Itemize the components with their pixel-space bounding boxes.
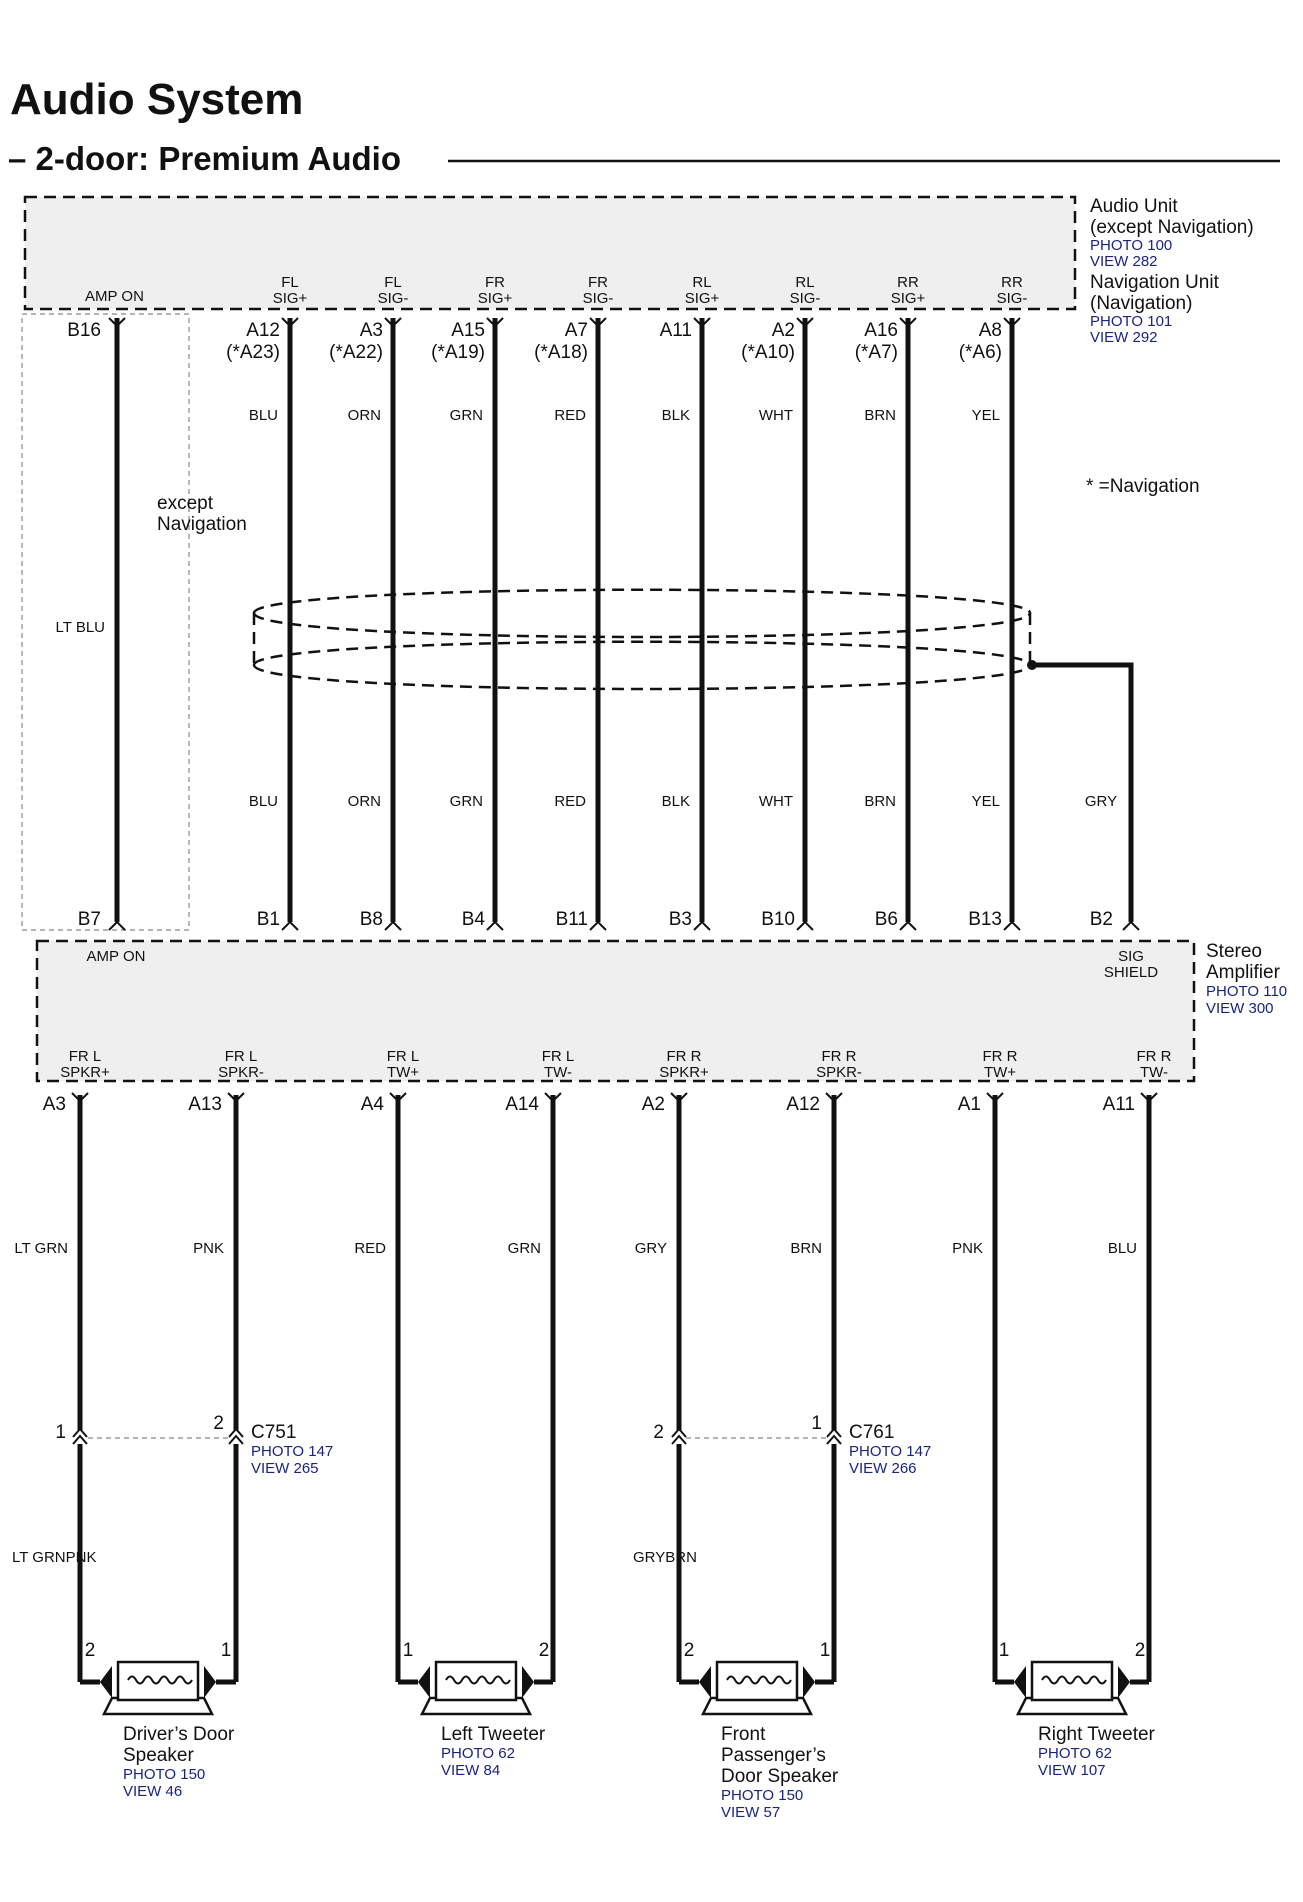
amplifier-output-pin: A13	[188, 1094, 222, 1115]
speaker-pin-left: 2	[84, 1640, 96, 1661]
speaker-name-line: Door Speaker	[721, 1766, 839, 1787]
page-subtitle: – 2-door: Premium Audio	[8, 140, 401, 177]
amp-shield-label: SHIELD	[1103, 964, 1159, 981]
speaker-name-line: Front	[721, 1724, 766, 1745]
navigation-unit-pin: (*A6)	[958, 342, 1002, 363]
navigation-unit-photo: PHOTO 101	[1090, 313, 1173, 330]
connector-male-terminal	[73, 1436, 87, 1444]
c761-lower-wire-colors: GRYBRN	[633, 1549, 697, 1566]
amplifier-name: Stereo	[1206, 941, 1262, 962]
output-wire-color: BLU	[1107, 1240, 1137, 1257]
audio-unit-pin: A11	[659, 320, 692, 341]
signal-bottom-terminal	[797, 922, 813, 930]
c751-photo: PHOTO 147	[251, 1443, 334, 1460]
output-wire-7	[952, 1048, 1018, 1682]
speaker-left-lug	[418, 1666, 430, 1698]
speaker-left-lug	[699, 1666, 711, 1698]
output-wire-6	[786, 1048, 862, 1682]
audio-unit-terminal-sublabel: SIG-	[789, 290, 821, 307]
amplifier-input-pin: B10	[761, 909, 795, 930]
amplifier-output-label: FR L	[68, 1048, 102, 1065]
speaker-photo-ref: PHOTO 62	[441, 1745, 515, 1762]
c751-view: VIEW 265	[251, 1460, 319, 1477]
signal-wire-4	[534, 274, 613, 981]
amplifier-input-pin: B4	[461, 909, 485, 930]
amp-on-wire-color: LT BLU	[55, 619, 105, 636]
output-wire-color: PNK	[952, 1240, 983, 1257]
audio-unit-name: Audio Unit	[1090, 196, 1178, 217]
amplifier-output-label: FR L	[224, 1048, 258, 1065]
speaker-pin-left: 1	[402, 1640, 414, 1661]
speaker-left-lug	[100, 1666, 112, 1698]
amplifier-output-pin: A11	[1102, 1094, 1135, 1115]
amp-amp-on-label: AMP ON	[86, 948, 146, 965]
amplifier-output-sublabel: TW+	[983, 1064, 1017, 1081]
connector-c751	[12, 1413, 333, 1566]
twisted-pair-shield	[254, 590, 1139, 930]
output-wire-4	[505, 1048, 574, 1682]
amplifier-output-label: FR L	[386, 1048, 420, 1065]
amplifier-output-pin: A4	[360, 1094, 384, 1115]
navigation-unit-pin: (*A23)	[226, 342, 280, 363]
output-wire-color: BRN	[790, 1240, 822, 1257]
shield-top-back	[254, 613, 1030, 637]
speaker-body	[717, 1662, 797, 1700]
audio-unit-qualifier: (except Navigation)	[1090, 217, 1254, 238]
amplifier-view: VIEW 300	[1206, 1000, 1274, 1017]
c761-name: C761	[849, 1422, 895, 1443]
amplifier-output-label: FR R	[666, 1048, 702, 1065]
except-navigation-region	[22, 314, 189, 930]
amplifier-output-pin: A12	[786, 1094, 820, 1115]
signal-bottom-terminal	[385, 922, 401, 930]
navigation-note: * =Navigation	[1086, 476, 1200, 497]
speaker-2	[398, 1640, 553, 1779]
audio-unit-terminal-label: FL	[281, 274, 299, 291]
speaker-pin-left: 2	[683, 1640, 695, 1661]
navigation-unit-pin: (*A10)	[741, 342, 795, 363]
speaker-left-lug	[1014, 1666, 1026, 1698]
output-wire-1	[14, 1048, 110, 1682]
c751-pin-right: 2	[213, 1413, 224, 1434]
c761-pin-right: 1	[811, 1413, 822, 1434]
signal-bottom-terminal	[694, 922, 710, 930]
signal-bottom-terminal	[1004, 922, 1020, 930]
audio-unit-terminal-sublabel: SIG-	[996, 290, 1028, 307]
speaker-view-ref: VIEW 84	[441, 1762, 501, 1779]
audio-unit-terminal-label: FL	[384, 274, 402, 291]
audio-unit-photo: PHOTO 100	[1090, 237, 1173, 254]
signal-wire-5	[660, 274, 720, 981]
output-wire-2	[188, 1048, 264, 1682]
output-wire-8	[1103, 1048, 1172, 1682]
navigation-unit-view: VIEW 292	[1090, 329, 1158, 346]
audio-unit-pin: A15	[451, 320, 485, 341]
audio-unit-pin: A3	[359, 320, 383, 341]
audio-unit-pin: A12	[246, 320, 280, 341]
speaker-3	[679, 1640, 839, 1821]
audio-unit-terminal-sublabel: SIG+	[272, 290, 308, 307]
speaker-output-wires	[14, 1048, 1171, 1682]
amp-on-circuit	[22, 314, 247, 930]
audio-unit-pin: A16	[864, 320, 898, 341]
signal-wire-6	[741, 274, 820, 981]
c761-photo: PHOTO 147	[849, 1443, 932, 1460]
speaker-view-ref: VIEW 57	[721, 1804, 781, 1821]
speaker-right-lug	[522, 1666, 534, 1698]
speaker-pin-right: 2	[1134, 1640, 1146, 1661]
signal-bottom-terminal	[282, 922, 298, 930]
navigation-unit-pin: (*A19)	[431, 342, 485, 363]
audio-unit-amp-on-label: AMP ON	[85, 288, 144, 305]
audio-unit-pin: A2	[771, 320, 795, 341]
amplifier-output-pin: A3	[42, 1094, 66, 1115]
output-wire-color: LT GRN	[14, 1240, 68, 1257]
signal-bottom-terminal	[590, 922, 606, 930]
audio-unit-terminal-label: RL	[795, 274, 815, 291]
wire-color-lower: BLK	[661, 793, 690, 810]
shield-wire-color: GRY	[1084, 793, 1118, 810]
signal-wires	[226, 274, 1027, 981]
amplifier-output-pin: A1	[957, 1094, 981, 1115]
wire-color-lower: YEL	[971, 793, 1000, 810]
connector-male-terminal	[672, 1436, 686, 1444]
audio-unit-terminal-sublabel: SIG-	[377, 290, 409, 307]
amp-on-bottom-pin: B7	[77, 909, 101, 930]
shield-bottom-front	[254, 642, 1030, 665]
shield-top-front	[254, 590, 1030, 613]
navigation-unit-qualifier: (Navigation)	[1090, 293, 1193, 314]
speaker-view-ref: VIEW 46	[123, 1783, 183, 1800]
speaker-name-line: Passenger’s	[721, 1745, 826, 1766]
audio-unit-terminal-sublabel: SIG-	[582, 290, 614, 307]
speaker-pin-left: 1	[998, 1640, 1010, 1661]
amplifier-output-sublabel: TW-	[543, 1064, 573, 1081]
shield-drain-terminal	[1123, 922, 1139, 930]
speaker-body	[436, 1662, 516, 1700]
audio-unit-terminal-label: FR	[588, 274, 608, 291]
audio-unit-pin: A8	[978, 320, 1002, 341]
signal-wire-7	[855, 274, 926, 981]
output-wire-color: RED	[354, 1240, 386, 1257]
output-wire-color: GRY	[634, 1240, 667, 1257]
signal-wire-2	[329, 274, 408, 981]
shield-bottom-back	[254, 665, 1030, 689]
audio-unit	[25, 196, 1254, 346]
audio-unit-terminal-sublabel: SIG+	[684, 290, 720, 307]
wire-color-upper: RED	[554, 407, 586, 424]
output-wire-color: GRN	[507, 1240, 541, 1257]
speaker-right-lug	[1118, 1666, 1130, 1698]
c751-lower-wire-colors: LT GRNPNK	[12, 1549, 97, 1566]
amplifier-output-label: FR R	[982, 1048, 1018, 1065]
navigation-unit-name: Navigation Unit	[1090, 272, 1219, 293]
speaker-pin-right: 1	[220, 1640, 232, 1661]
wire-color-upper: BLU	[248, 407, 278, 424]
speaker-name-line: Left Tweeter	[441, 1724, 546, 1745]
amplifier-input-pin: B1	[256, 909, 280, 930]
amplifier-type: Amplifier	[1206, 962, 1280, 983]
c761-pin-left: 2	[653, 1422, 664, 1443]
amplifier-output-sublabel: SPKR+	[60, 1064, 110, 1081]
amplifier-input-pin: B6	[874, 909, 898, 930]
signal-bottom-terminal	[487, 922, 503, 930]
audio-unit-pin: A7	[564, 320, 588, 341]
wire-color-upper: BRN	[864, 407, 896, 424]
connector-male-terminal	[827, 1436, 841, 1444]
signal-bottom-terminal	[900, 922, 916, 930]
amp-on-top-pin: B16	[67, 320, 101, 341]
amplifier-output-sublabel: TW-	[1139, 1064, 1169, 1081]
speaker-pin-right: 1	[819, 1640, 831, 1661]
speaker-name-line: Driver’s Door	[123, 1724, 235, 1745]
amplifier-output-sublabel: SPKR-	[816, 1064, 862, 1081]
c761-view: VIEW 266	[849, 1460, 917, 1477]
audio-unit-terminal-label: RL	[692, 274, 712, 291]
output-wire-5	[635, 1048, 709, 1682]
amp-sig-label: SIG	[1118, 948, 1144, 965]
speaker-body	[118, 1662, 198, 1700]
wire-color-lower: WHT	[758, 793, 793, 810]
speaker-photo-ref: PHOTO 62	[1038, 1745, 1112, 1762]
wire-color-lower: BLU	[248, 793, 278, 810]
amplifier-output-sublabel: SPKR+	[659, 1064, 709, 1081]
amplifier-input-pin: B13	[968, 909, 1002, 930]
wire-color-lower: RED	[554, 793, 586, 810]
amplifier-output-sublabel: TW+	[386, 1064, 420, 1081]
audio-unit-terminal-label: FR	[485, 274, 505, 291]
speaker-right-lug	[803, 1666, 815, 1698]
speaker-right-lug	[204, 1666, 216, 1698]
wire-color-upper: BLK	[661, 407, 690, 424]
audio-unit-terminal-label: RR	[897, 274, 919, 291]
c751-pin-left: 1	[55, 1422, 66, 1443]
speaker-photo-ref: PHOTO 150	[721, 1787, 804, 1804]
wire-color-lower: BRN	[864, 793, 896, 810]
connector-male-terminal	[229, 1436, 243, 1444]
audio-unit-terminal-sublabel: SIG+	[477, 290, 513, 307]
stereo-amplifier-box	[37, 941, 1194, 1081]
wire-color-upper: WHT	[758, 407, 793, 424]
amplifier-input-pin: B8	[359, 909, 383, 930]
amplifier-photo: PHOTO 110	[1206, 983, 1288, 1000]
speaker-body	[1032, 1662, 1112, 1700]
speaker-name-line: Right Tweeter	[1038, 1724, 1155, 1745]
page-title: Audio System	[10, 75, 304, 124]
amplifier-output-sublabel: SPKR-	[218, 1064, 264, 1081]
navigation-unit-pin: (*A18)	[534, 342, 588, 363]
output-wire-3	[354, 1048, 419, 1682]
amplifier-input-pin: B3	[668, 909, 692, 930]
amp-on-bottom-terminal	[109, 922, 125, 930]
signal-wire-3	[431, 274, 512, 981]
amplifier-output-label: FR R	[1136, 1048, 1172, 1065]
c751-name: C751	[251, 1422, 297, 1443]
wire-color-lower: GRN	[449, 793, 483, 810]
navigation-unit-pin: (*A7)	[854, 342, 898, 363]
shield-amp-pin: B2	[1089, 909, 1113, 930]
audio-unit-view: VIEW 282	[1090, 253, 1158, 270]
speaker-pin-right: 2	[538, 1640, 550, 1661]
wire-color-upper: ORN	[347, 407, 381, 424]
audio-unit-terminal-sublabel: SIG+	[890, 290, 926, 307]
audio-unit-terminal-label: RR	[1001, 274, 1023, 291]
navigation-unit-pin: (*A22)	[329, 342, 383, 363]
amplifier-output-pin: A2	[641, 1094, 665, 1115]
wire-color-upper: GRN	[449, 407, 483, 424]
amplifier-output-pin: A14	[505, 1094, 539, 1115]
amplifier-input-pin: B11	[555, 909, 588, 930]
speaker-name-line: Speaker	[123, 1745, 194, 1766]
except-navigation-label-1: except	[157, 493, 213, 514]
except-navigation-label-2: Navigation	[157, 514, 247, 535]
speaker-4	[995, 1640, 1156, 1779]
speaker-1	[80, 1640, 236, 1800]
output-wire-color: PNK	[193, 1240, 224, 1257]
signal-wire-1	[226, 274, 307, 981]
speaker-photo-ref: PHOTO 150	[123, 1766, 206, 1783]
amplifier-output-label: FR L	[541, 1048, 575, 1065]
wire-color-lower: ORN	[347, 793, 381, 810]
signal-wire-8	[959, 274, 1028, 981]
amplifier-output-label: FR R	[821, 1048, 857, 1065]
wire-color-upper: YEL	[971, 407, 1000, 424]
speaker-view-ref: VIEW 107	[1038, 1762, 1106, 1779]
